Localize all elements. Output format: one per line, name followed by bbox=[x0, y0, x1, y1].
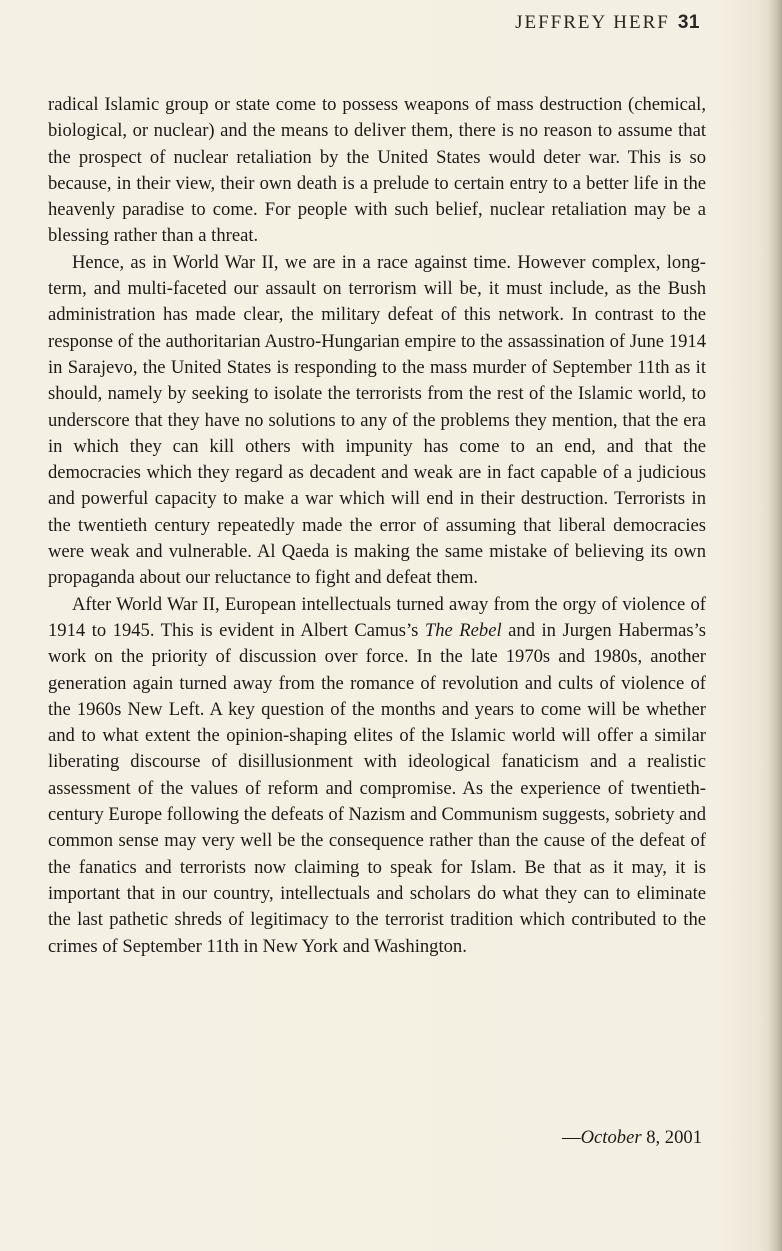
page-number: 31 bbox=[677, 12, 700, 33]
dateline-day-year: 8, 2001 bbox=[641, 1127, 702, 1148]
paragraph-2: Hence, as in World War II, we are in a race against time. However complex, long-term, and multi-faceted our assault on terrorism will be, it must include, as the Bush administration has made clear, the military defeat of this network. In contrast to the response of the authoritarian Austro-Hungarian empire to the assassination of June 1914 in Sarajevo, the United States is responding to the mass murder of September 11th as it should, namely by seeking to isolate the terrorists from the rest of the Islamic world, to underscore that they have no solutions to any of the problems they mention, that the era in which they can kill others with impunity has come to an end, and that the democracies which they regard as decadent and weak are in fact capable of a judicious and powerful capacity to make a war which will end in their destruction. Terrorists in the twentieth century repeatedly made the error of assuming that liberal democracies were weak and vulnerable. Al Qaeda is making the same mistake of believing its own propaganda about our reluctance to fight and defeat them. bbox=[48, 251, 706, 589]
dateline-month: October bbox=[580, 1127, 642, 1148]
paragraph-3-part-1: After World War II, European intellectuals turned away from the orgy of violence of 1914 to 1945. This is evident in Albert Camus’s bbox=[48, 593, 706, 641]
running-head-author: JEFFREY HERF bbox=[515, 12, 670, 33]
body-text bbox=[48, 92, 706, 960]
book-title-the-rebel: The Rebel bbox=[424, 619, 502, 641]
dateline-dash: — bbox=[562, 1127, 581, 1148]
page-edge-shadow bbox=[768, 0, 782, 1251]
running-head bbox=[515, 12, 700, 34]
paragraph-3-part-2: and in Jurgen Habermas’s work on the priority of discussion over force. In the late 1970s and 1980s, another generation again turned away from the romance of revolution and cults of violence of the 1960s New Left. A key question of the months and years to come will be whether and to what extent the opinion-shaping elites of the Islamic world will offer a similar liberating discourse of disillusionment with ideological fanaticism and a realistic assessment of the values of reform and compromise. As the experience of twentieth-century Europe following the defeats of Nazism and Communism suggests, sobriety and common sense may very well be the consequence rather than the cause of the defeat of the fanatics and terrorists now claiming to speak for Islam. Be that as it may, it is important that in our country, intellectuals and scholars do what they can to eliminate the last pathetic shreds of legitimacy to the terrorist tradition which contributed to the crimes of September 11th in New York and Washington. bbox=[48, 619, 706, 957]
paragraph-1: radical Islamic group or state come to possess weapons of mass destruction (chemical, biological, or nuclear) and the means to deliver them, there is no reason to assume that the prospect of nuclear retaliation by the United States would deter war. This is so because, in their view, their own death is a prelude to certain entry to a better life in the heavenly paradise to come. For people with such belief, nuclear retaliation may be a blessing rather than a threat. bbox=[48, 94, 706, 247]
paragraph-3 bbox=[48, 592, 706, 960]
dateline bbox=[562, 1127, 702, 1149]
